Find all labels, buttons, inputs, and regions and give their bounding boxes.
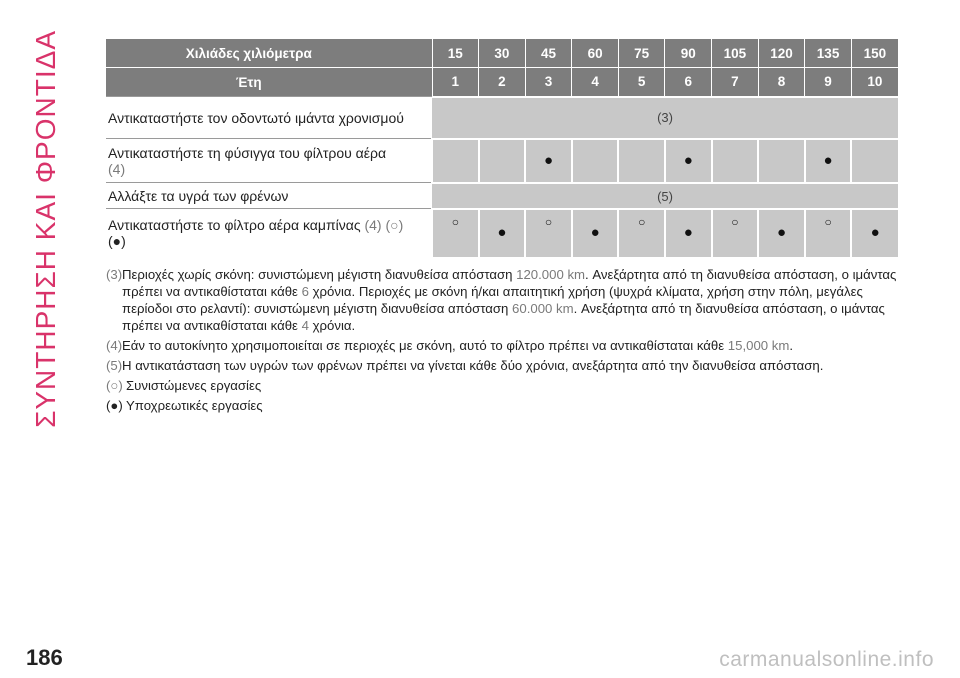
page-number: 186 <box>26 645 63 670</box>
schedule-cell <box>712 139 759 183</box>
row-label-note: (4) (○) <box>364 216 404 233</box>
row-label-text: Αντικαταστήστε τη φύσιγγα του φίλτρου αέρα <box>108 144 387 161</box>
km-value: 30 <box>479 39 526 68</box>
mandatory-dot: ● <box>497 223 507 241</box>
row-label <box>106 209 432 257</box>
recommended-circle: ○ <box>824 214 832 229</box>
schedule-cell <box>665 209 712 257</box>
schedule-cell <box>618 139 665 183</box>
footnote-text: Η αντικατάσταση των υγρών των φρένων πρέπει να γίνεται κάθε δύο χρόνια, ανεξάρτητα από την διανυθείσα απόσταση. <box>122 358 824 373</box>
watermark: carmanualsonline.info <box>719 648 934 671</box>
row-label-note: (4) <box>108 160 126 177</box>
mandatory-dot: ● <box>543 152 554 169</box>
row-label-text: Αντικαταστήστε το φίλτρο αέρα καμπίνας <box>108 216 361 233</box>
header-row-km <box>106 39 898 68</box>
km-value: 150 <box>851 39 898 68</box>
mandatory-dot: ● <box>870 223 880 241</box>
year-value: 8 <box>758 68 805 97</box>
row-timing-belt <box>106 97 898 139</box>
row-air-filter-cartridge <box>106 139 898 183</box>
year-value: 9 <box>805 68 852 97</box>
year-value: 7 <box>712 68 759 97</box>
schedule-cell <box>525 209 572 257</box>
header-row-years <box>106 68 898 97</box>
km-value: 105 <box>712 39 759 68</box>
km-value: 15 <box>432 39 479 68</box>
schedule-cell <box>572 139 619 183</box>
recommended-circle: ○ <box>638 214 646 229</box>
km-label: Χιλιάδες χιλιόμετρα <box>106 39 432 68</box>
section-title-text: ΣΥΝΤΗΡΗΣΗ ΚΑΙ ΦΡΟΝΤΙΔΑ <box>30 30 61 428</box>
schedule-cell <box>479 209 526 257</box>
km-value: 120 <box>758 39 805 68</box>
year-value: 10 <box>851 68 898 97</box>
footnote-text: Εάν το αυτοκίνητο χρησιμοποιείται σε περιοχές με σκόνη, αυτό το φίλτρο πρέπει να αντικαθίσταται κάθε 15,000 km. <box>122 338 794 353</box>
recommended-circle: ○ <box>451 214 459 229</box>
schedule-cell <box>758 139 805 183</box>
section-title-vertical <box>24 30 68 428</box>
footnotes <box>106 266 906 417</box>
schedule-cell <box>432 139 479 183</box>
row-span-note: (3) <box>432 97 898 139</box>
footnote <box>106 266 906 334</box>
footnote-marker: (●) <box>106 398 123 413</box>
year-value: 3 <box>525 68 572 97</box>
row-label-note-mandatory: (●) <box>108 232 126 249</box>
schedule-cell <box>572 209 619 257</box>
km-value: 60 <box>572 39 619 68</box>
km-value: 75 <box>618 39 665 68</box>
year-value: 5 <box>618 68 665 97</box>
row-cabin-filter <box>106 209 898 257</box>
schedule-cell <box>758 209 805 257</box>
row-span-note: (5) <box>432 183 898 209</box>
row-brake-fluid <box>106 183 898 209</box>
footnote <box>106 397 906 414</box>
recommended-circle: ○ <box>731 214 739 229</box>
mandatory-dot: ● <box>590 223 600 241</box>
footnote <box>106 377 906 394</box>
year-value: 6 <box>665 68 712 97</box>
row-label <box>106 139 432 183</box>
schedule-cell <box>712 209 759 257</box>
footnote <box>106 337 906 354</box>
schedule-cell <box>851 209 898 257</box>
row-label: Αντικαταστήστε τον οδοντωτό ιμάντα χρονισμού <box>106 97 432 139</box>
schedule-cell <box>851 139 898 183</box>
maintenance-schedule-table <box>106 38 898 257</box>
footnote <box>106 357 906 374</box>
year-value: 1 <box>432 68 479 97</box>
recommended-circle: ○ <box>544 214 553 229</box>
schedule-cell <box>479 139 526 183</box>
km-value: 135 <box>805 39 852 68</box>
schedule-cell <box>525 139 572 183</box>
year-value: 4 <box>572 68 619 97</box>
schedule-cell <box>432 209 479 257</box>
mandatory-dot: ● <box>683 223 693 241</box>
km-value: 45 <box>525 39 572 68</box>
footnote-marker: (○) <box>106 378 123 393</box>
mandatory-dot: ● <box>776 223 786 241</box>
row-label: Αλλάξτε τα υγρά των φρένων <box>106 183 432 209</box>
years-label: Έτη <box>106 68 432 97</box>
mandatory-dot: ● <box>683 152 693 169</box>
footnote-text: Περιοχές χωρίς σκόνη: συνιστώμενη μέγιστη διανυθείσα απόσταση 120.000 km. Ανεξάρτητα από τη διανυθείσα απόσταση, ο ιμάντας πρέπει να αντικαθίσταται κάθε 6 χρόνια. Περιοχές με σκόνη ή/και απαιτητική χρήση (ψυχρά κλίματα, χρήση στην πόλη, μεγάλες περίοδοι στο ρελαντί): συνιστώμενη μέγιστη διανυθείσα απόσταση 60.000 km. Ανεξάρτητα από τη διανυθείσα απόσταση, ο ιμάντας πρέπει να αντικαθίσταται κάθε 4 χρόνια. <box>122 267 897 333</box>
footnote-marker: (4) <box>106 338 123 353</box>
km-value: 90 <box>665 39 712 68</box>
footnote-text: Υποχρεωτικές εργασίες <box>126 398 263 413</box>
schedule-cell <box>805 209 852 257</box>
footnote-marker: (5) <box>106 358 123 373</box>
footnote-marker: (3) <box>106 267 123 282</box>
schedule-cell <box>618 209 665 257</box>
mandatory-dot: ● <box>823 152 833 169</box>
schedule-cell <box>805 139 852 183</box>
schedule-cell <box>665 139 712 183</box>
year-value: 2 <box>479 68 526 97</box>
footnote-text: Συνιστώμενες εργασίες <box>126 378 262 393</box>
